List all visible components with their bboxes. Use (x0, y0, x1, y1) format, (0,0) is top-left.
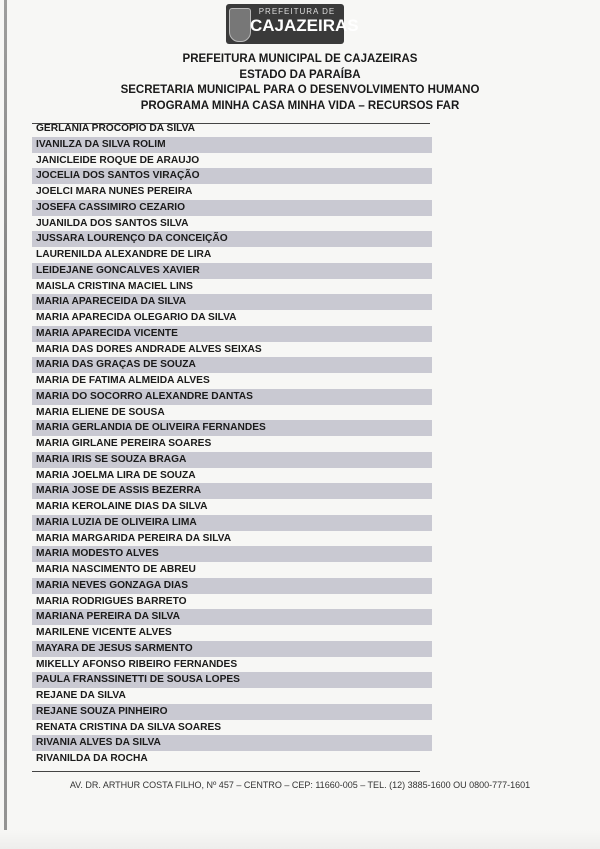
list-item: MARIA APARECIDA OLEGARIO DA SILVA (36, 312, 237, 323)
list-item: MARIA DAS GRAÇAS DE SOUZA (32, 357, 432, 373)
list-item: MARIA KEROLAINE DIAS DA SILVA (36, 501, 208, 512)
cajazeiras-logo (226, 4, 359, 44)
list-item: RENATA CRISTINA DA SILVA SOARES (36, 721, 222, 733)
list-item: MARIA MODESTO ALVES (32, 546, 432, 562)
scan-page-edge (4, 0, 7, 849)
list-item: MARIA APARECEIDA DA SILVA (32, 294, 432, 310)
list-item: MARIA APARECIDA VICENTE (32, 326, 432, 342)
list-item: REJANE DA SILVA (36, 690, 126, 701)
list-item: MARILENE VICENTE ALVES (36, 627, 172, 638)
logo-small-text: PREFEITURA DE (258, 7, 336, 16)
list-item: MARIA DE FATIMA ALMEIDA ALVES (36, 375, 210, 386)
list-item: GERLANIA PROCOPIO DA SILVA (36, 123, 196, 134)
list-item: JUANILDA DOS SANTOS SILVA (36, 217, 189, 229)
list-item: MARIA LUZIA DE OLIVEIRA LIMA (32, 515, 432, 531)
list-item: LEIDEJANE GONCALVES XAVIER (32, 263, 432, 279)
list-item: MARIA NASCIMENTO DE ABREU (36, 564, 196, 575)
list-item: MAISLA CRISTINA MACIEL LINS (36, 280, 193, 292)
list-item: JOCELIA DOS SANTOS VIRAÇÃO (32, 168, 432, 184)
list-item: MARIA JOSE DE ASSIS BEZERRA (32, 483, 432, 499)
document-header (60, 52, 540, 114)
list-item: MIKELLY AFONSO RIBEIRO FERNANDES (36, 658, 238, 670)
bottom-divider (32, 771, 420, 772)
header-line-1: PREFEITURA MUNICIPAL DE CAJAZEIRAS (182, 53, 418, 65)
list-item: JUSSARA LOURENÇO DA CONCEIÇÃO (32, 231, 432, 247)
list-item: MARIA GIRLANE PEREIRA SOARES (36, 438, 212, 449)
list-item: MARIA JOELMA LIRA DE SOUZA (36, 469, 196, 481)
list-item: JOELCI MARA NUNES PEREIRA (36, 186, 193, 197)
list-item: JANICLEIDE ROQUE DE ARAUJO (36, 154, 200, 166)
list-item: MARIA IRIS SE SOUZA BRAGA (32, 452, 432, 468)
list-item: MARIA NEVES GONZAGA DIAS (32, 578, 432, 594)
list-item: MARIA MARGARIDA PEREIRA DA SILVA (36, 532, 232, 544)
list-item: PAULA FRANSSINETTI DE SOUSA LOPES (32, 672, 432, 688)
header-line-4: PROGRAMA MINHA CASA MINHA VIDA – RECURSOS FAR (140, 99, 460, 112)
list-item: MARIA DAS DORES ANDRADE ALVES SEIXAS (36, 343, 262, 355)
footer-address: AV. DR. ARTHUR COSTA FILHO, Nº 457 – CENTRO – CEP: 11660-005 – TEL. (12) 3885-1600 OU 0800-777-1601 (69, 780, 531, 790)
list-item: MARIANA PEREIRA DA SILVA (32, 609, 432, 625)
list-item: MARIA DO SOCORRO ALEXANDRE DANTAS (32, 389, 432, 405)
scan-shadow (0, 830, 600, 849)
list-item: JOSEFA CASSIMIRO CEZARIO (32, 200, 432, 216)
logo-big-text: CAJAZEIRAS (250, 16, 359, 35)
beneficiary-list (32, 121, 432, 767)
list-item: REJANE SOUZA PINHEIRO (32, 704, 432, 720)
list-item: MARIA GERLANDIA DE OLIVEIRA FERNANDES (32, 420, 432, 436)
list-item: RIVANIA ALVES DA SILVA (32, 735, 432, 751)
list-item: IVANILZA DA SILVA ROLIM (32, 137, 432, 153)
header-line-3: SECRETARIA MUNICIPAL PARA O DESENVOLVIMENTO HUMANO (120, 84, 480, 96)
list-item: LAURENILDA ALEXANDRE DE LIRA (36, 249, 212, 260)
list-item: MAYARA DE JESUS SARMENTO (32, 641, 432, 657)
header-line-2: ESTADO DA PARAÍBA (239, 68, 361, 81)
coat-of-arms-icon (229, 8, 251, 42)
list-item: RIVANILDA DA ROCHA (36, 753, 148, 764)
list-item: MARIA ELIENE DE SOUSA (36, 406, 165, 418)
list-item: MARIA RODRIGUES BARRETO (36, 595, 187, 607)
